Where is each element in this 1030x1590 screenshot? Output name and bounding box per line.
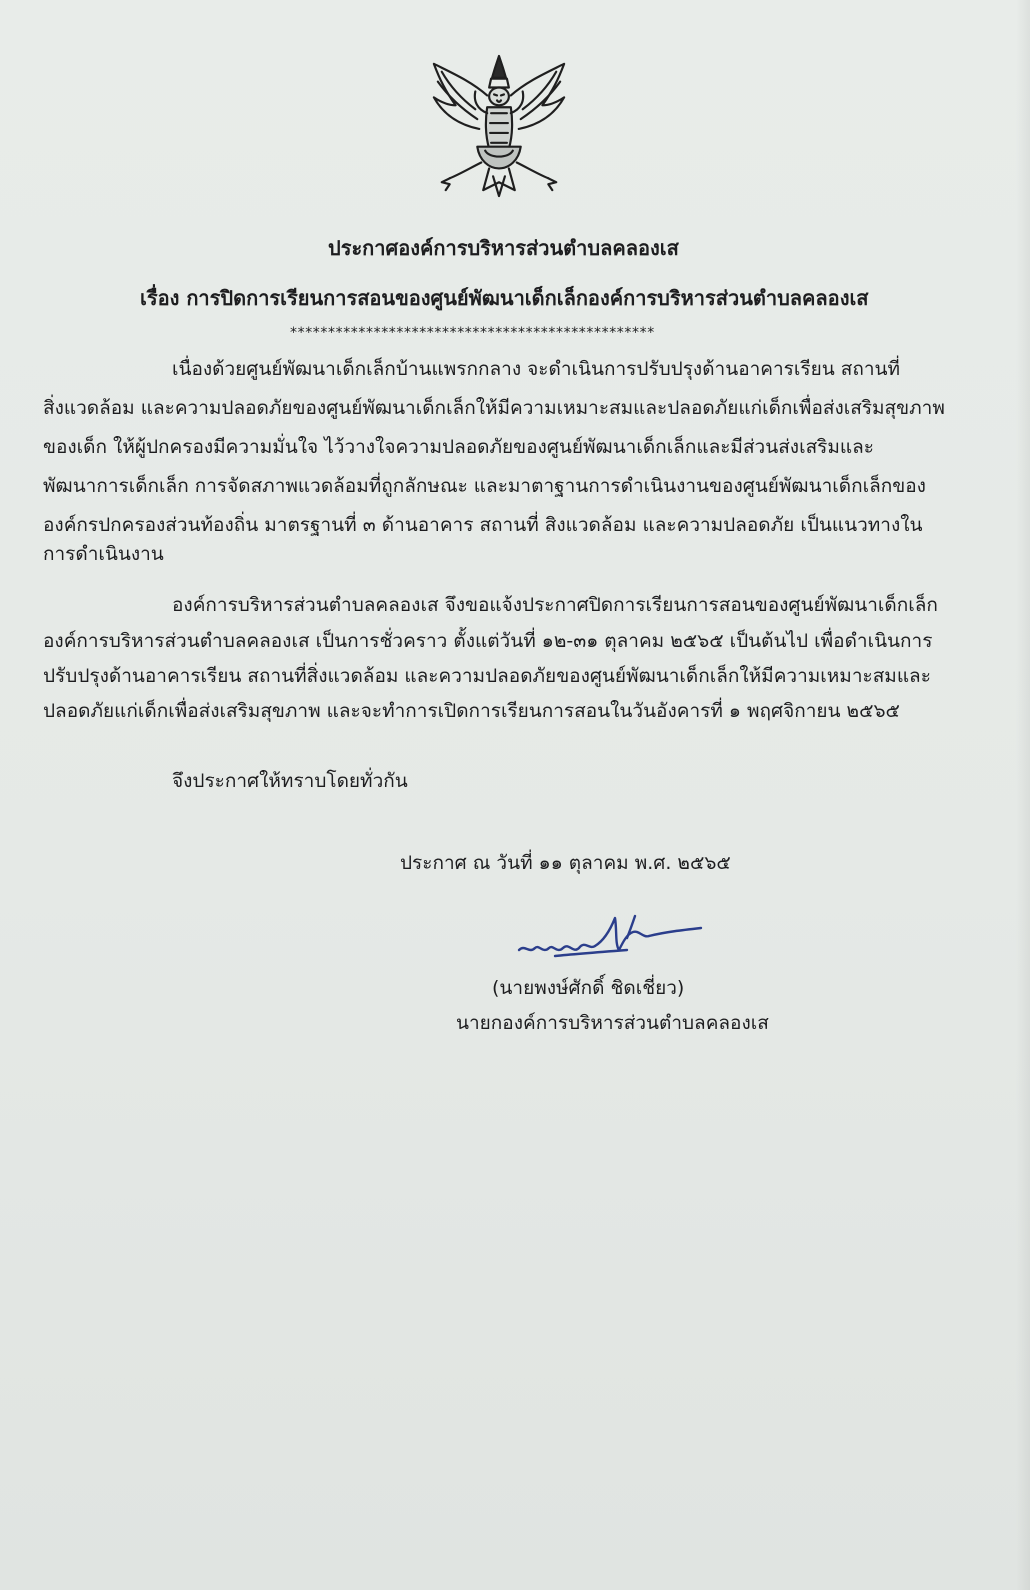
handwritten-signature-icon [515,910,715,970]
signer-name: (นายพงษ์ศักดิ์ ชิดเชี่ยว) [492,977,685,999]
paragraph1-line: เนื่องด้วยศูนย์พัฒนาเด็กเล็กบ้านแพรกกลาง จะดำเนินการปรับปรุงด้านอาคารเรียน สถานที่ [172,358,901,380]
paragraph2-line: ปลอดภัยแก่เด็กเพื่อส่งเสริมสุขภาพ และจะทำการเปิดการเรียนการสอนในวันอังคารที่ ๑ พฤศจิกายน ๒๕๖๕ [43,700,900,722]
paragraph2-line: ปรับปรุงด้านอาคารเรียน สถานที่สิ่งแวดล้อม และความปลอดภัยของศูนย์พัฒนาเด็กเล็กให้มีความเหมาะสมและ [43,665,931,687]
paragraph1-line: องค์กรปกครองส่วนท้องถิ่น มาตรฐานที่ ๓ ด้านอาคาร สถานที่ สิงแวดล้อม และความปลอดภัย เป็นแนวทางใน [43,514,923,536]
paragraph1-line: สิ่งแวดล้อม และความปลอดภัยของศูนย์พัฒนาเด็กเล็กให้มีความเหมาะสมและปลอดภัยแก่เด็กเพื่อส่งเสริมสุขภาพ [43,397,945,419]
signer-position: นายกองค์การบริหารส่วนตำบลคลองเส [456,1012,769,1034]
announcement-subject: เรื่อง การปิดการเรียนการสอนของศูนย์พัฒนาเด็กเล็กองค์การบริหารส่วนตำบลคลองเส [140,286,869,310]
page-edge-shadow [1016,0,1030,1590]
paragraph2-line: องค์การบริหารส่วนตำบลคลองเส เป็นการชั่วคราว ตั้งแต่วันที่ ๑๒-๓๑ ตุลาคม ๒๕๖๕ เป็นต้นไป เพื่อดำเนินการ [43,630,933,652]
garuda-emblem-icon [420,52,578,200]
closing-statement: จึงประกาศให้ทราบโดยทั่วกัน [172,770,408,792]
separator-line: ************************************************ [290,325,655,341]
announcement-date: ประกาศ ณ วันที่ ๑๑ ตุลาคม พ.ศ. ๒๕๖๕ [400,852,731,874]
announcement-title: ประกาศองค์การบริหารส่วนตำบลคลองเส [328,236,679,260]
paragraph1-line: พัฒนาการเด็กเล็ก การจัดสภาพแวดล้อมที่ถูกลักษณะ และมาตาฐานการดำเนินงานของศูนย์พัฒนาเด็กเล็กของ [43,475,926,497]
paragraph1-line: การดำเนินงาน [43,543,164,565]
paragraph2-line: องค์การบริหารส่วนตำบลคลองเส จึงขอแจ้งประกาศปิดการเรียนการสอนของศูนย์พัฒนาเด็กเล็ก [172,594,938,616]
paragraph1-line: ของเด็ก ให้ผู้ปกครองมีความมั่นใจ ไว้วางใจความปลอดภัยของศูนย์พัฒนาเด็กเล็กและมีส่วนส่งเสริมและ [43,436,874,458]
